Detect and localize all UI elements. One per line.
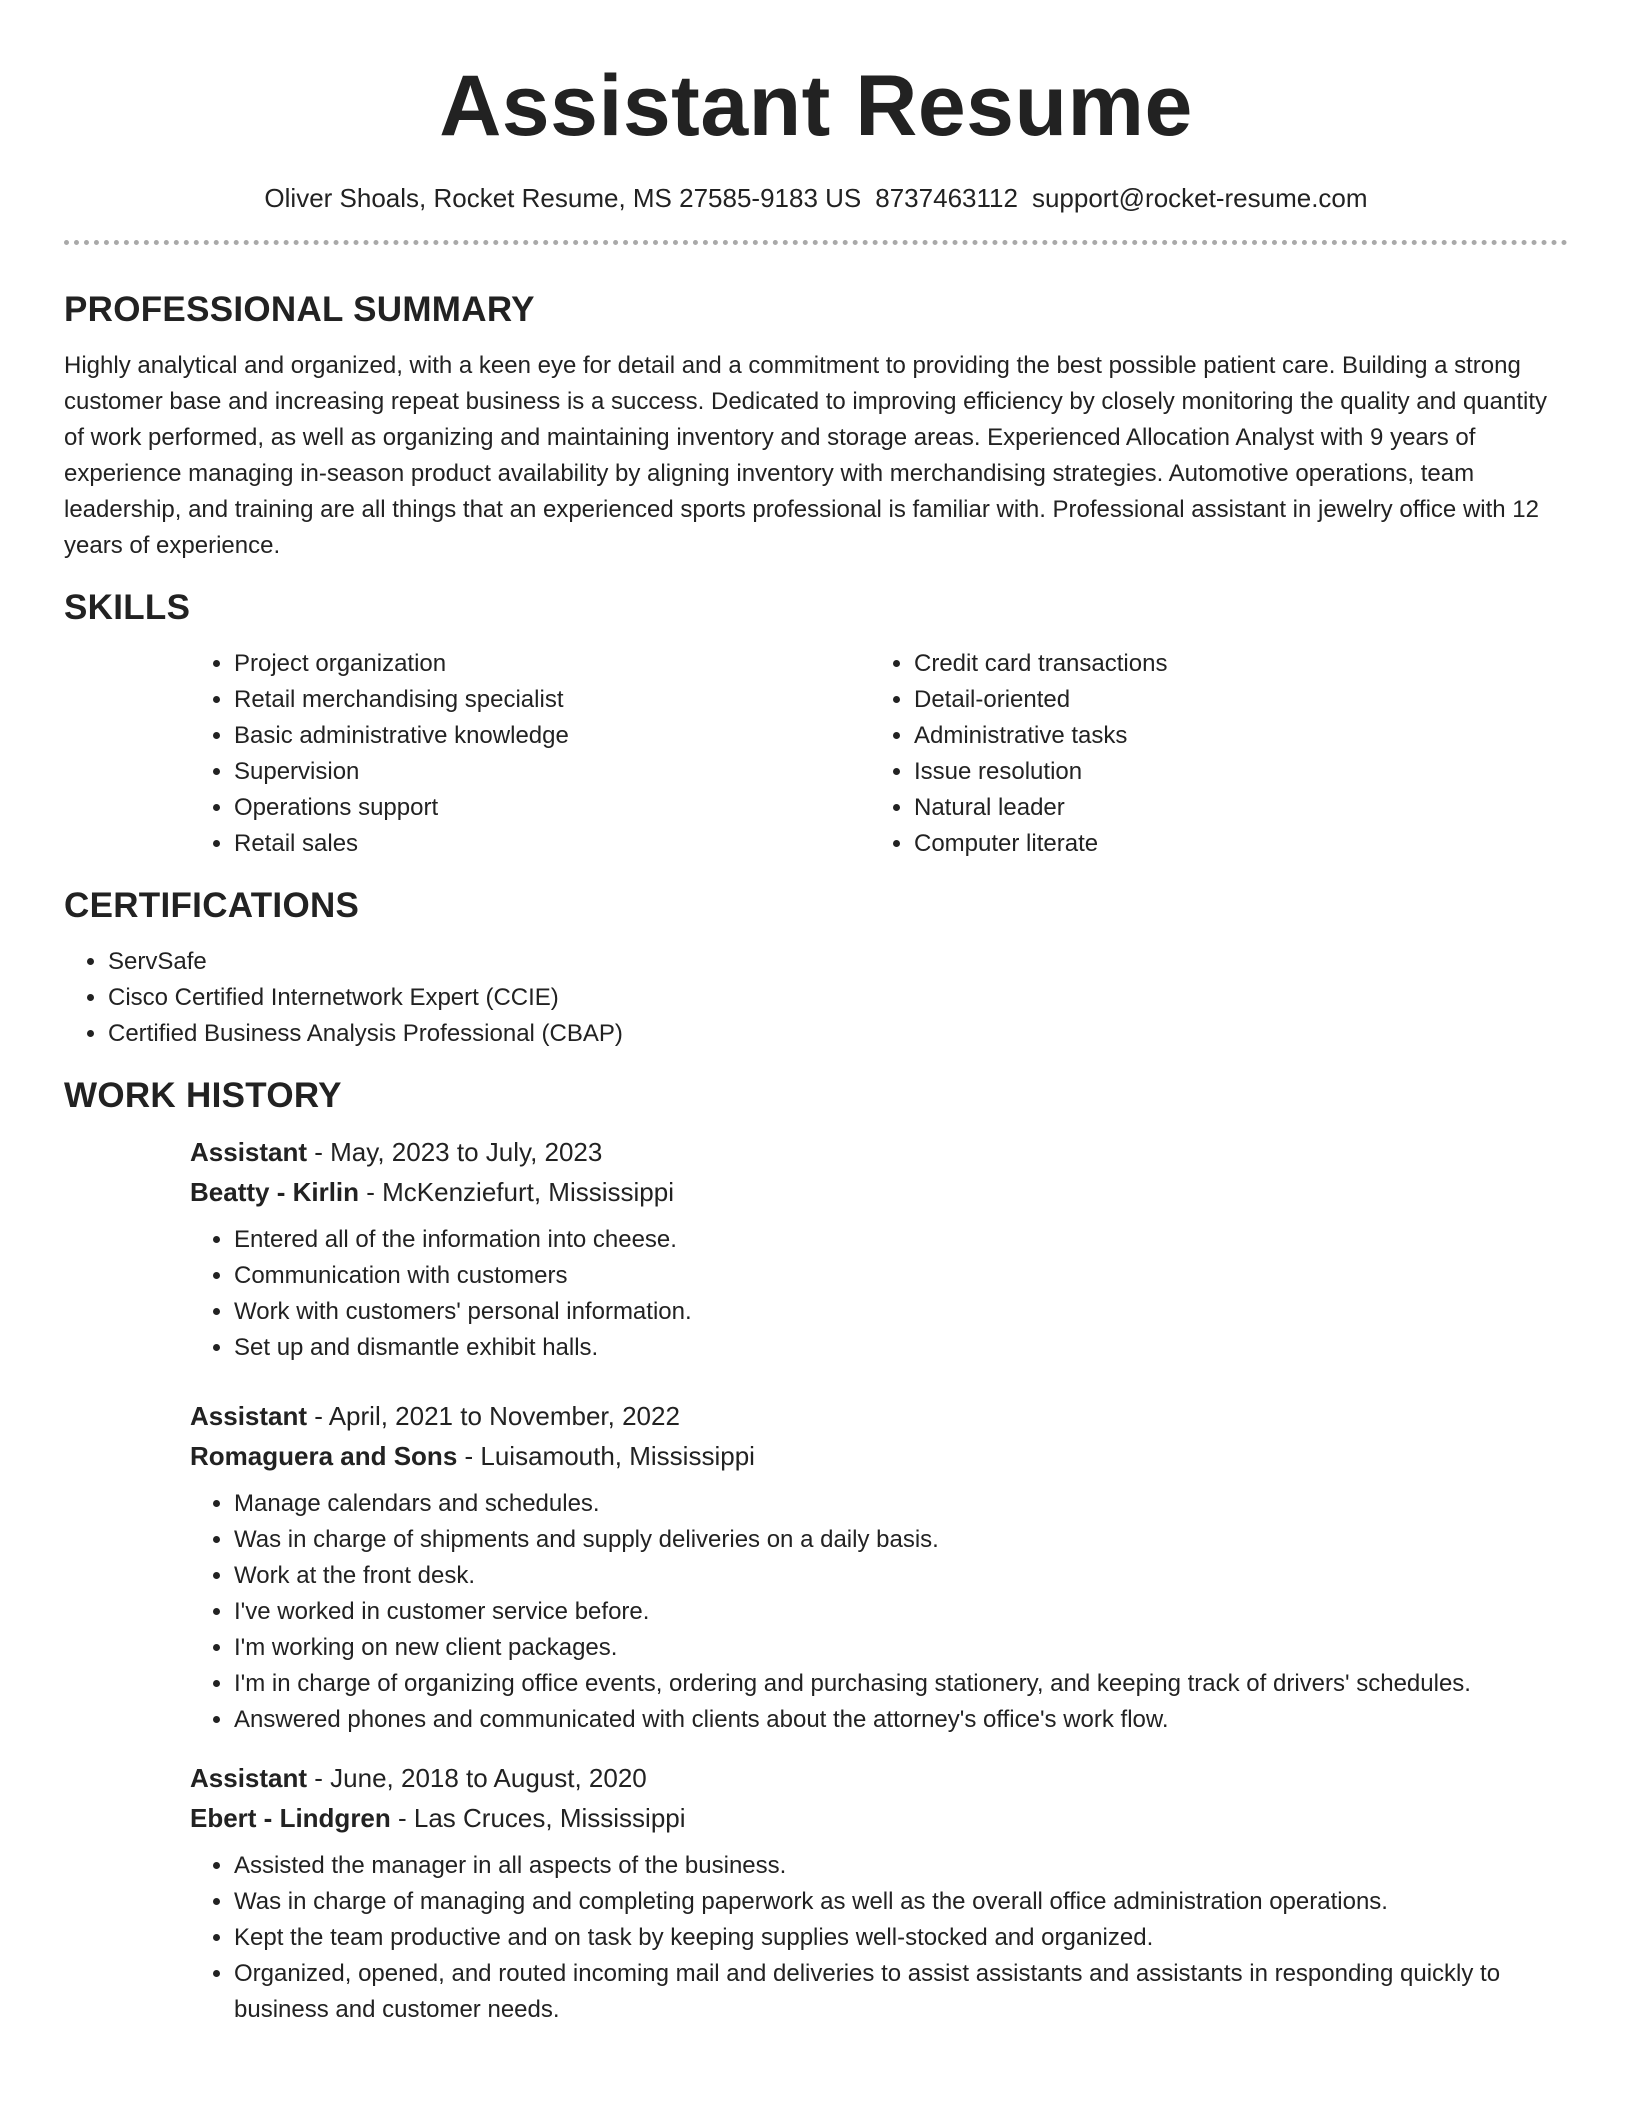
job-location: - McKenziefurt, Mississippi <box>359 1177 674 1207</box>
certifications-list <box>64 944 1568 1052</box>
job-bullet: • I'm in charge of organizing office events, ordering and purchasing stationery, and keeping track of drivers' schedules. <box>234 1666 1568 1702</box>
skill-item: • Issue resolution <box>914 754 1550 790</box>
contact-line <box>64 182 1568 214</box>
job-title: Assistant <box>190 1401 308 1431</box>
skills-heading: SKILLS <box>64 588 191 627</box>
job-location: - Luisamouth, Mississippi <box>457 1441 755 1471</box>
summary-text: Highly analytical and organized, with a keen eye for detail and a commitment to providing the best possible patient care. Building a strong customer base and increasing repeat business is a success. Dedicated to improving efficiency by closely monitoring the quality and quantity of work performed, as well as organizing and maintaining inventory and storage areas. Experienced Allocation Analyst with 9 years of experience managing in-season product availability by aligning inventory with merchandising strategies. Automotive operations, team leadership, and training are all things that an experienced sports professional is familiar with. Professional assistant in jewelry office with 12 years of experience. <box>64 352 1548 559</box>
certifications-section <box>64 884 1568 1052</box>
skills-list-left <box>190 646 870 862</box>
job-entry <box>190 1396 1568 1738</box>
job-bullets <box>190 1486 1568 1738</box>
job-title-line <box>190 1758 1568 1798</box>
job-bullet: • I'm working on new client packages. <box>234 1630 1568 1666</box>
skill-item: • Computer literate <box>914 826 1550 862</box>
resume-title: Assistant Resume <box>439 58 1193 154</box>
skill-item: • Administrative tasks <box>914 718 1550 754</box>
job-dates: - May, 2023 to July, 2023 <box>307 1137 603 1167</box>
contact-address: Oliver Shoals, Rocket Resume, MS 27585-9183 US <box>264 183 862 213</box>
job-bullets <box>190 1848 1568 2028</box>
skill-item: • Basic administrative knowledge <box>234 718 870 754</box>
job-title-line <box>190 1396 1568 1436</box>
job-bullet: • Assisted the manager in all aspects of the business. <box>234 1848 1568 1884</box>
job-bullet: • Communication with customers <box>234 1258 1568 1294</box>
skills-section <box>64 586 1568 862</box>
skills-column-right <box>870 646 1550 862</box>
job-entry <box>190 1758 1568 2028</box>
summary-section <box>64 288 1568 564</box>
job-bullet: • Set up and dismantle exhibit halls. <box>234 1330 1568 1366</box>
certification-item: • Cisco Certified Internetwork Expert (CCIE) <box>108 980 1568 1016</box>
job-bullet: • Answered phones and communicated with clients about the attorney's office's work flow. <box>234 1702 1568 1738</box>
job-bullet: • Organized, opened, and routed incoming mail and deliveries to assist assistants and assistants in responding quickly to business and customer needs. <box>234 1956 1568 2028</box>
skill-item: • Retail merchandising specialist <box>234 682 870 718</box>
job-bullet: • Kept the team productive and on task by keeping supplies well-stocked and organized. <box>234 1920 1568 1956</box>
certification-item: • ServSafe <box>108 944 1568 980</box>
certifications-heading: CERTIFICATIONS <box>64 886 360 925</box>
job-bullet: • Work at the front desk. <box>234 1558 1568 1594</box>
skill-item: • Supervision <box>234 754 870 790</box>
summary-heading: PROFESSIONAL SUMMARY <box>64 290 535 329</box>
resume-page <box>64 0 1568 2028</box>
job-company-line <box>190 1798 1568 1838</box>
job-bullet: • Work with customers' personal information. <box>234 1294 1568 1330</box>
job-company: Ebert - Lindgren <box>190 1803 391 1833</box>
job-company: Romaguera and Sons <box>190 1441 458 1471</box>
skills-column-left <box>190 646 870 862</box>
skill-item: • Detail-oriented <box>914 682 1550 718</box>
skill-item: • Operations support <box>234 790 870 826</box>
skill-item: • Project organization <box>234 646 870 682</box>
job-bullet: • Was in charge of managing and completing paperwork as well as the overall office administration operations. <box>234 1884 1568 1920</box>
skills-list-right <box>870 646 1550 862</box>
job-title: Assistant <box>190 1763 308 1793</box>
contact-email: support@rocket-resume.com <box>1031 183 1368 213</box>
skill-item: • Credit card transactions <box>914 646 1550 682</box>
job-company-line <box>190 1172 1568 1212</box>
skill-item: • Retail sales <box>234 826 870 862</box>
job-bullet: • Manage calendars and schedules. <box>234 1486 1568 1522</box>
job-company-line <box>190 1436 1568 1476</box>
job-dates: - April, 2021 to November, 2022 <box>307 1401 680 1431</box>
work-heading: WORK HISTORY <box>64 1076 342 1115</box>
job-entry <box>190 1132 1568 1366</box>
job-title-line <box>190 1132 1568 1172</box>
contact-phone: 8737463112 <box>875 183 1018 213</box>
header-divider <box>64 240 1568 245</box>
job-bullets <box>190 1222 1568 1366</box>
job-company: Beatty - Kirlin <box>190 1177 360 1207</box>
job-bullet: • Was in charge of shipments and supply deliveries on a daily basis. <box>234 1522 1568 1558</box>
work-section <box>64 1074 1568 2028</box>
skill-item: • Natural leader <box>914 790 1550 826</box>
certification-item: • Certified Business Analysis Professional (CBAP) <box>108 1016 1568 1052</box>
job-dates: - June, 2018 to August, 2020 <box>307 1763 647 1793</box>
skills-grid <box>190 646 1568 862</box>
job-bullet: • I've worked in customer service before. <box>234 1594 1568 1630</box>
job-location: - Las Cruces, Mississippi <box>390 1803 686 1833</box>
job-title: Assistant <box>190 1137 308 1167</box>
job-bullet: • Entered all of the information into cheese. <box>234 1222 1568 1258</box>
